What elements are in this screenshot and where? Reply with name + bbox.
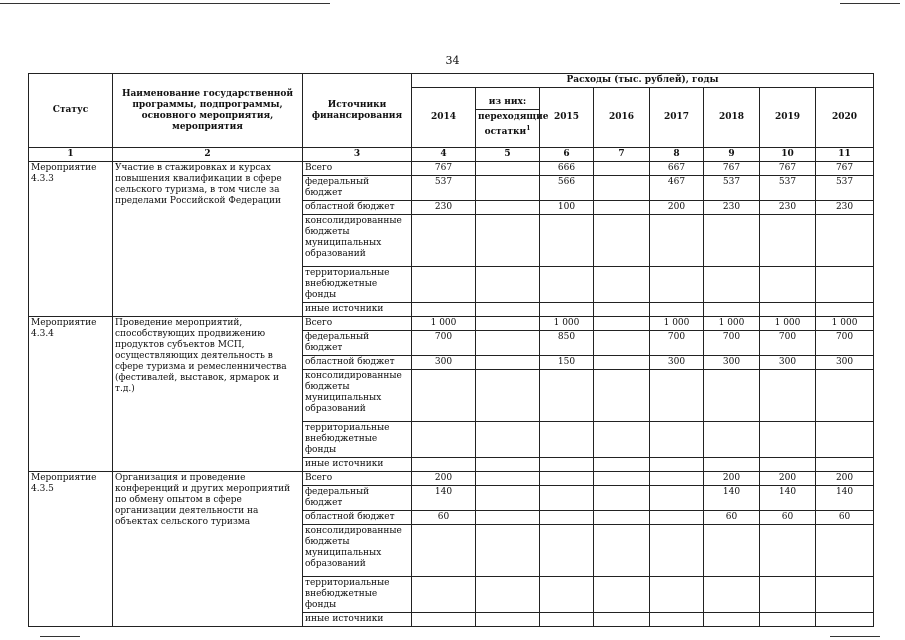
funding-source: федеральный бюджет bbox=[303, 176, 412, 201]
amount-cell bbox=[476, 370, 540, 422]
amount-cell bbox=[540, 511, 594, 525]
funding-source: иные источники bbox=[303, 458, 412, 472]
amount-cell bbox=[594, 356, 650, 370]
amount-cell bbox=[594, 162, 650, 176]
amount-cell bbox=[816, 215, 874, 267]
amount-cell bbox=[650, 525, 704, 577]
amount-cell: 230 bbox=[816, 201, 874, 215]
amount-cell bbox=[704, 613, 760, 627]
scan-edge-bottom-left bbox=[40, 636, 80, 637]
amount-cell bbox=[594, 486, 650, 511]
amount-cell bbox=[650, 613, 704, 627]
amount-cell: 200 bbox=[650, 201, 704, 215]
amount-cell bbox=[816, 422, 874, 458]
amount-cell: 700 bbox=[704, 331, 760, 356]
amount-cell: 537 bbox=[760, 176, 816, 201]
amount-cell: 300 bbox=[412, 356, 476, 370]
amount-cell bbox=[540, 422, 594, 458]
column-number: 3 bbox=[303, 148, 412, 162]
header-year-2018: 2018 bbox=[704, 88, 760, 148]
amount-cell: 700 bbox=[650, 331, 704, 356]
header-status: Статус bbox=[29, 74, 113, 148]
amount-cell: 667 bbox=[650, 162, 704, 176]
funding-source: иные источники bbox=[303, 303, 412, 317]
funding-source: консолидированные бюджеты муниципальных образований bbox=[303, 370, 412, 422]
amount-cell: 666 bbox=[540, 162, 594, 176]
amount-cell bbox=[540, 486, 594, 511]
amount-cell bbox=[594, 317, 650, 331]
scan-edge-top-right bbox=[840, 3, 900, 4]
amount-cell bbox=[760, 303, 816, 317]
header-year-2017: 2017 bbox=[650, 88, 704, 148]
column-number: 4 bbox=[412, 148, 476, 162]
amount-cell bbox=[594, 613, 650, 627]
scan-edge-bottom-right bbox=[830, 636, 880, 637]
amount-cell bbox=[476, 577, 540, 613]
amount-cell bbox=[476, 525, 540, 577]
funding-source: иные источники bbox=[303, 613, 412, 627]
amount-cell: 60 bbox=[816, 511, 874, 525]
amount-cell bbox=[704, 422, 760, 458]
amount-cell: 1 000 bbox=[412, 317, 476, 331]
amount-cell bbox=[594, 267, 650, 303]
amount-cell: 300 bbox=[704, 356, 760, 370]
amount-cell bbox=[476, 215, 540, 267]
amount-cell: 467 bbox=[650, 176, 704, 201]
amount-cell bbox=[650, 370, 704, 422]
scan-edge-top-left bbox=[0, 3, 330, 4]
amount-cell bbox=[594, 472, 650, 486]
column-number: 1 bbox=[29, 148, 113, 162]
amount-cell bbox=[594, 303, 650, 317]
funding-source: Всего bbox=[303, 162, 412, 176]
amount-cell bbox=[476, 613, 540, 627]
amount-cell: 200 bbox=[760, 472, 816, 486]
amount-cell bbox=[704, 370, 760, 422]
funding-source: территориальные внебюджетные фонды bbox=[303, 422, 412, 458]
amount-cell: 537 bbox=[816, 176, 874, 201]
funding-source: федеральный бюджет bbox=[303, 486, 412, 511]
column-number: 11 bbox=[816, 148, 874, 162]
activity-status: Мероприятие 4.3.5 bbox=[29, 472, 113, 627]
amount-cell bbox=[704, 577, 760, 613]
header-year-2020: 2020 bbox=[816, 88, 874, 148]
funding-source: Всего bbox=[303, 472, 412, 486]
amount-cell: 140 bbox=[760, 486, 816, 511]
column-number: 2 bbox=[113, 148, 303, 162]
table-row bbox=[29, 472, 874, 486]
amount-cell: 850 bbox=[540, 331, 594, 356]
amount-cell bbox=[540, 472, 594, 486]
column-number: 7 bbox=[594, 148, 650, 162]
amount-cell bbox=[412, 303, 476, 317]
amount-cell bbox=[476, 176, 540, 201]
amount-cell: 700 bbox=[816, 331, 874, 356]
column-number: 10 bbox=[760, 148, 816, 162]
amount-cell: 140 bbox=[704, 486, 760, 511]
amount-cell bbox=[704, 215, 760, 267]
amount-cell bbox=[816, 613, 874, 627]
amount-cell: 150 bbox=[540, 356, 594, 370]
amount-cell bbox=[540, 370, 594, 422]
amount-cell bbox=[412, 577, 476, 613]
amount-cell: 1 000 bbox=[704, 317, 760, 331]
page-number: 34 bbox=[445, 54, 460, 67]
amount-cell: 566 bbox=[540, 176, 594, 201]
amount-cell: 300 bbox=[816, 356, 874, 370]
amount-cell bbox=[594, 422, 650, 458]
amount-cell: 200 bbox=[704, 472, 760, 486]
amount-cell: 200 bbox=[816, 472, 874, 486]
amount-cell bbox=[594, 511, 650, 525]
amount-cell bbox=[760, 458, 816, 472]
amount-cell bbox=[476, 511, 540, 525]
amount-cell bbox=[816, 525, 874, 577]
header-carryover-label: переходящие остатки bbox=[478, 112, 549, 137]
amount-cell bbox=[760, 525, 816, 577]
amount-cell bbox=[594, 525, 650, 577]
amount-cell bbox=[816, 267, 874, 303]
amount-cell bbox=[704, 525, 760, 577]
amount-cell bbox=[412, 215, 476, 267]
amount-cell bbox=[816, 458, 874, 472]
amount-cell bbox=[540, 267, 594, 303]
activity-status: Мероприятие 4.3.3 bbox=[29, 162, 113, 317]
funding-source: областной бюджет bbox=[303, 356, 412, 370]
amount-cell bbox=[760, 422, 816, 458]
header-of-them: из них: bbox=[476, 97, 539, 110]
table-row bbox=[29, 162, 874, 176]
amount-cell: 200 bbox=[412, 472, 476, 486]
amount-cell bbox=[650, 215, 704, 267]
amount-cell: 140 bbox=[412, 486, 476, 511]
amount-cell: 60 bbox=[704, 511, 760, 525]
amount-cell: 60 bbox=[760, 511, 816, 525]
amount-cell: 700 bbox=[760, 331, 816, 356]
amount-cell bbox=[760, 267, 816, 303]
amount-cell bbox=[476, 162, 540, 176]
amount-cell: 767 bbox=[760, 162, 816, 176]
amount-cell bbox=[594, 331, 650, 356]
funding-source: областной бюджет bbox=[303, 511, 412, 525]
column-number: 5 bbox=[476, 148, 540, 162]
activity-status: Мероприятие 4.3.4 bbox=[29, 317, 113, 472]
header-year-2019: 2019 bbox=[760, 88, 816, 148]
header-expenses: Расходы (тыс. рублей), годы bbox=[412, 74, 874, 88]
amount-cell bbox=[816, 577, 874, 613]
amount-cell: 140 bbox=[816, 486, 874, 511]
funding-source: консолидированные бюджеты муниципальных образований bbox=[303, 215, 412, 267]
amount-cell: 1 000 bbox=[760, 317, 816, 331]
funding-source: федеральный бюджет bbox=[303, 331, 412, 356]
amount-cell bbox=[650, 422, 704, 458]
header-carryover-note: 1 bbox=[526, 125, 531, 132]
amount-cell bbox=[760, 613, 816, 627]
amount-cell bbox=[476, 472, 540, 486]
header-sources: Источники финансирования bbox=[303, 74, 412, 148]
column-number: 9 bbox=[704, 148, 760, 162]
funding-source: территориальные внебюджетные фонды bbox=[303, 267, 412, 303]
amount-cell bbox=[412, 267, 476, 303]
amount-cell bbox=[650, 577, 704, 613]
header-carryover bbox=[476, 88, 549, 148]
amount-cell bbox=[412, 613, 476, 627]
amount-cell bbox=[476, 303, 540, 317]
amount-cell bbox=[594, 201, 650, 215]
amount-cell: 230 bbox=[412, 201, 476, 215]
amount-cell bbox=[412, 525, 476, 577]
amount-cell bbox=[412, 370, 476, 422]
amount-cell: 537 bbox=[704, 176, 760, 201]
header-name: Наименование государственной программы, подпрограммы, основного мероприятия, мероприятия bbox=[113, 74, 303, 148]
amount-cell bbox=[594, 577, 650, 613]
table-body bbox=[29, 162, 874, 627]
amount-cell: 537 bbox=[412, 176, 476, 201]
amount-cell bbox=[476, 356, 540, 370]
amount-cell bbox=[650, 267, 704, 303]
amount-cell bbox=[540, 577, 594, 613]
header-year-2016: 2016 bbox=[594, 88, 650, 148]
amount-cell: 767 bbox=[412, 162, 476, 176]
amount-cell bbox=[650, 486, 704, 511]
amount-cell bbox=[476, 458, 540, 472]
amount-cell bbox=[650, 511, 704, 525]
amount-cell: 230 bbox=[704, 201, 760, 215]
amount-cell bbox=[760, 370, 816, 422]
table-row bbox=[29, 317, 874, 331]
funding-source: территориальные внебюджетные фонды bbox=[303, 577, 412, 613]
amount-cell: 300 bbox=[760, 356, 816, 370]
amount-cell bbox=[594, 176, 650, 201]
budget-table bbox=[28, 73, 874, 627]
funding-source: Всего bbox=[303, 317, 412, 331]
amount-cell bbox=[476, 331, 540, 356]
amount-cell bbox=[650, 458, 704, 472]
amount-cell bbox=[594, 458, 650, 472]
amount-cell: 1 000 bbox=[650, 317, 704, 331]
header-year-2015: 2015 bbox=[540, 88, 594, 148]
amount-cell: 1 000 bbox=[816, 317, 874, 331]
activity-name: Организация и проведение конференций и других мероприятий по обмену опытом в сфере организации деятельности на объектах сельского туризма bbox=[113, 472, 303, 627]
funding-source: областной бюджет bbox=[303, 201, 412, 215]
amount-cell bbox=[704, 267, 760, 303]
activity-name: Участие в стажировках и курсах повышения квалификации в сфере сельского туризма, в том числе за пределами Российской Федерации bbox=[113, 162, 303, 317]
amount-cell: 767 bbox=[816, 162, 874, 176]
amount-cell bbox=[760, 215, 816, 267]
amount-cell bbox=[476, 422, 540, 458]
amount-cell bbox=[412, 458, 476, 472]
amount-cell bbox=[476, 267, 540, 303]
amount-cell bbox=[704, 303, 760, 317]
amount-cell: 100 bbox=[540, 201, 594, 215]
column-number: 6 bbox=[540, 148, 594, 162]
amount-cell bbox=[816, 303, 874, 317]
amount-cell bbox=[760, 577, 816, 613]
amount-cell: 1 000 bbox=[540, 317, 594, 331]
amount-cell bbox=[540, 303, 594, 317]
amount-cell bbox=[650, 472, 704, 486]
amount-cell bbox=[476, 201, 540, 215]
amount-cell: 767 bbox=[704, 162, 760, 176]
amount-cell: 230 bbox=[760, 201, 816, 215]
amount-cell bbox=[476, 317, 540, 331]
amount-cell bbox=[540, 613, 594, 627]
funding-source: консолидированные бюджеты муниципальных образований bbox=[303, 525, 412, 577]
amount-cell bbox=[650, 303, 704, 317]
amount-cell: 700 bbox=[412, 331, 476, 356]
amount-cell bbox=[594, 215, 650, 267]
amount-cell bbox=[704, 458, 760, 472]
activity-name: Проведение мероприятий, способствующих продвижению продуктов субъектов МСП, осуществляющих деятельность в сфере туризма и ремесленничества (фестивалей, выставок, ярмарок и т.д.) bbox=[113, 317, 303, 472]
amount-cell: 300 bbox=[650, 356, 704, 370]
amount-cell bbox=[540, 525, 594, 577]
column-number: 8 bbox=[650, 148, 704, 162]
amount-cell bbox=[816, 370, 874, 422]
amount-cell bbox=[594, 370, 650, 422]
amount-cell: 60 bbox=[412, 511, 476, 525]
amount-cell bbox=[540, 458, 594, 472]
amount-cell bbox=[476, 486, 540, 511]
amount-cell bbox=[540, 215, 594, 267]
amount-cell bbox=[412, 422, 476, 458]
header-year-2014: 2014 bbox=[412, 88, 476, 148]
